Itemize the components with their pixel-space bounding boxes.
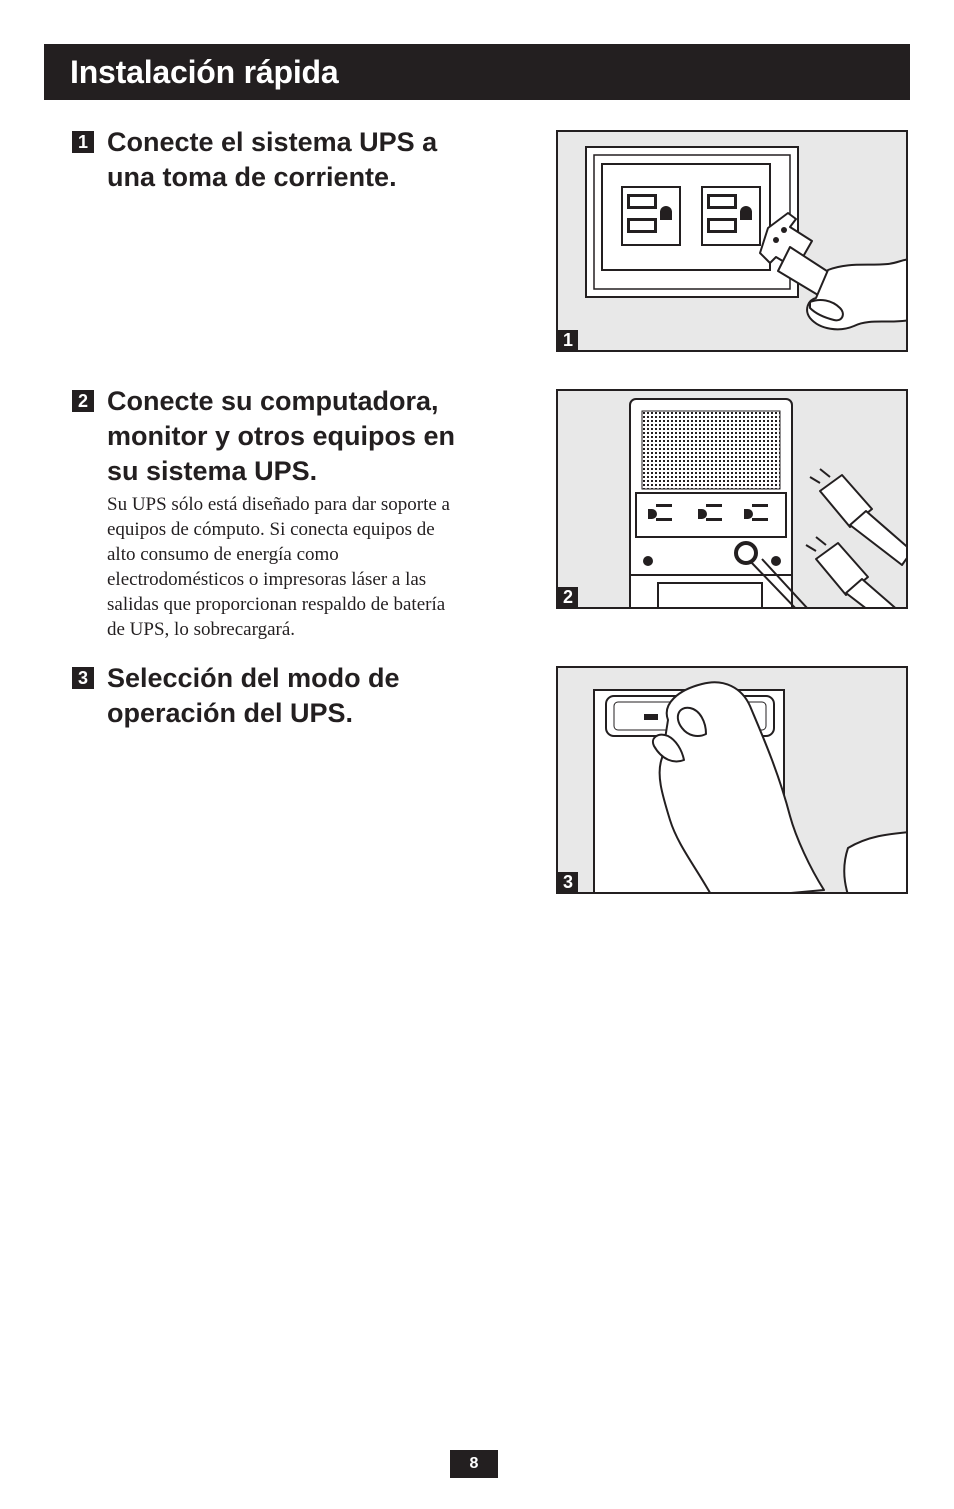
step-heading-line: monitor y otros equipos en <box>107 421 456 451</box>
figure-2 <box>556 389 908 609</box>
step-number-badge: 2 <box>72 390 94 412</box>
body-line: de UPS, lo sobrecargará. <box>107 619 296 640</box>
ups-rear-outlets-plugs-illustration <box>558 391 908 609</box>
step-heading-line: Selección del modo de <box>107 663 400 693</box>
figure-number-badge: 1 <box>558 330 578 350</box>
page-number: 8 <box>450 1450 498 1478</box>
step-heading-line: Conecte el sistema UPS a <box>107 127 438 157</box>
body-line: Su UPS sólo está diseñado para dar soporte a <box>107 494 450 515</box>
body-line: equipos de cómputo. Si conecta equipos de <box>107 519 435 540</box>
step-heading <box>107 384 455 489</box>
body-line: salidas que proporcionan respaldo de batería <box>107 594 446 615</box>
step-heading-line: una toma de corriente. <box>107 162 397 192</box>
figure-number-badge: 2 <box>558 587 578 607</box>
page-title: Instalación rápida <box>70 54 339 90</box>
body-line: alto consumo de energía como <box>107 544 339 565</box>
step-heading <box>107 125 437 195</box>
body-line: electrodomésticos o impresoras láser a las <box>107 569 427 590</box>
step-heading <box>107 661 400 731</box>
figure-3 <box>556 666 908 894</box>
step-number-badge: 1 <box>72 131 94 153</box>
figure-number-badge: 3 <box>558 872 578 892</box>
step-heading-line: operación del UPS. <box>107 698 354 728</box>
step-description <box>107 492 527 642</box>
figure-1 <box>556 130 908 352</box>
step-heading-line: su sistema UPS. <box>107 456 318 486</box>
step-heading-line: Conecte su computadora, <box>107 386 439 416</box>
step-number-badge: 3 <box>72 667 94 689</box>
section-header <box>44 44 910 100</box>
wall-outlet-plug-illustration <box>558 132 908 352</box>
hand-mode-switch-illustration <box>558 668 908 894</box>
